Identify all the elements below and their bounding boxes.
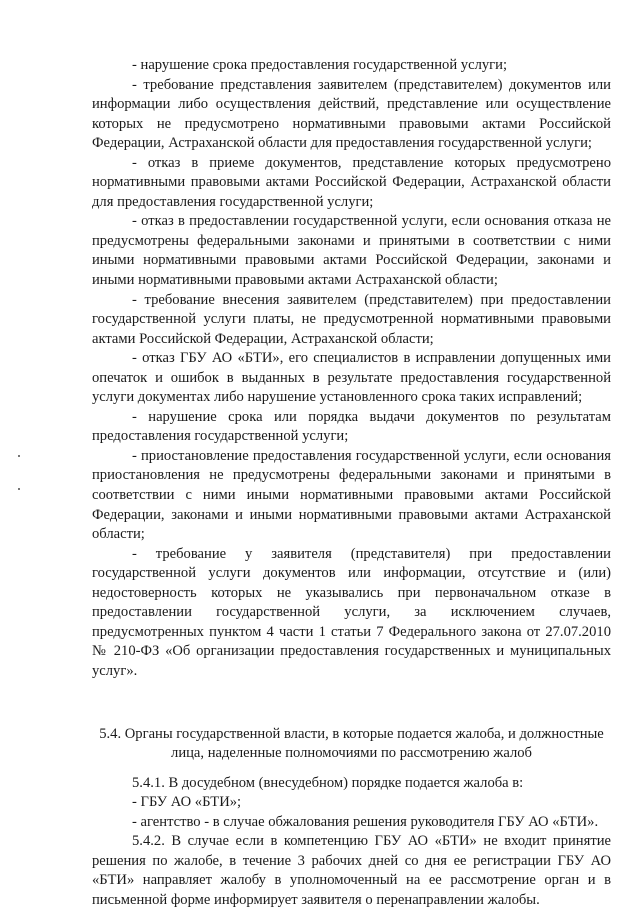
list-item: - требование представления заявителем (представителем) документов или информации либо осуществления действий, представление или осуществление которых не предусмотрено нормативными правовыми актами Российской Федерации, Астраханской области для предоставления государственной услуги; (92, 76, 611, 152)
list-item: - отказ в приеме документов, представление которых предусмотрено нормативными правовыми актами Российской Федерации, Астраханской области для предоставления государственной услуги; (92, 154, 611, 210)
list-item: - требование у заявителя (представителя) при предоставлении государственной услуги документов или информации, отсутствие и (или) недостоверность которых не указывались при первоначальном отказе в предоставлении государственной услуги, за исключением случаев, предусмотренных пунктом 4 части 1 статьи 7 Федерального закона от 27.07.2010 № 210-ФЗ «Об организации предоставления государственных и муниципальных услуг». (92, 545, 611, 679)
list-item: - нарушение срока предоставления государственной услуги; (132, 57, 508, 73)
list-item: - нарушение срока или порядка выдачи документов по результатам предоставления государственной услуги; (92, 408, 611, 445)
scan-speck (18, 488, 20, 490)
list-item: - отказ в предоставлении государственной услуги, если основания отказа не предусмотрены федеральными законами и принятыми в соответствии с ними иными нормативными правовыми актами Российской Федерации, законами и иными нормативными правовыми актами Астраханской области; (92, 213, 611, 289)
scan-speck (18, 455, 20, 457)
list-item: - требование внесения заявителем (представителем) при предоставлении государственной услуги платы, не предусмотренной нормативными правовыми актами Российской Федерации, Астраханской области; (92, 291, 611, 347)
list-item-bti: - ГБУ АО «БТИ»; (132, 794, 242, 811)
paragraph-5-4-2: 5.4.2. В случае если в компетенцию ГБУ АО «БТИ» не входит принятие решения по жалобе, в течение 3 рабочих дней со дня ее регистрации ГБУ АО «БТИ» направляет жалобу в уполномоченный на ее рассмотрение орган и в письменной форме информирует заявителя о перенаправлении жалобы. (92, 833, 611, 908)
paragraph-5-4-1: 5.4.1. В досудебном (внесудебном) порядке подается жалоба в: (132, 774, 524, 791)
list-item: - приостановление предоставления государственной услуги, если основания приостановления не предусмотрены федеральными законами и принятыми в соответствии с ними иными нормативными правовыми актами Российской Федерации, законами и иными нормативными правовыми актами Астраханской области; (92, 447, 611, 543)
list-item-agency: - агентство - в случае обжалования решения руководителя ГБУ АО «БТИ». (132, 813, 599, 830)
section-heading: 5.4. Органы государственной власти, в которые подается жалоба, и должностные лица, наделенные полномочиями по рассмотрению жалоб (99, 725, 604, 762)
list-item: - отказ ГБУ АО «БТИ», его специалистов в исправлении допущенных ими опечаток и ошибок в выданных в результате предоставления государственной услуги документах либо нарушение установленного срока таких исправлений; (92, 350, 611, 406)
